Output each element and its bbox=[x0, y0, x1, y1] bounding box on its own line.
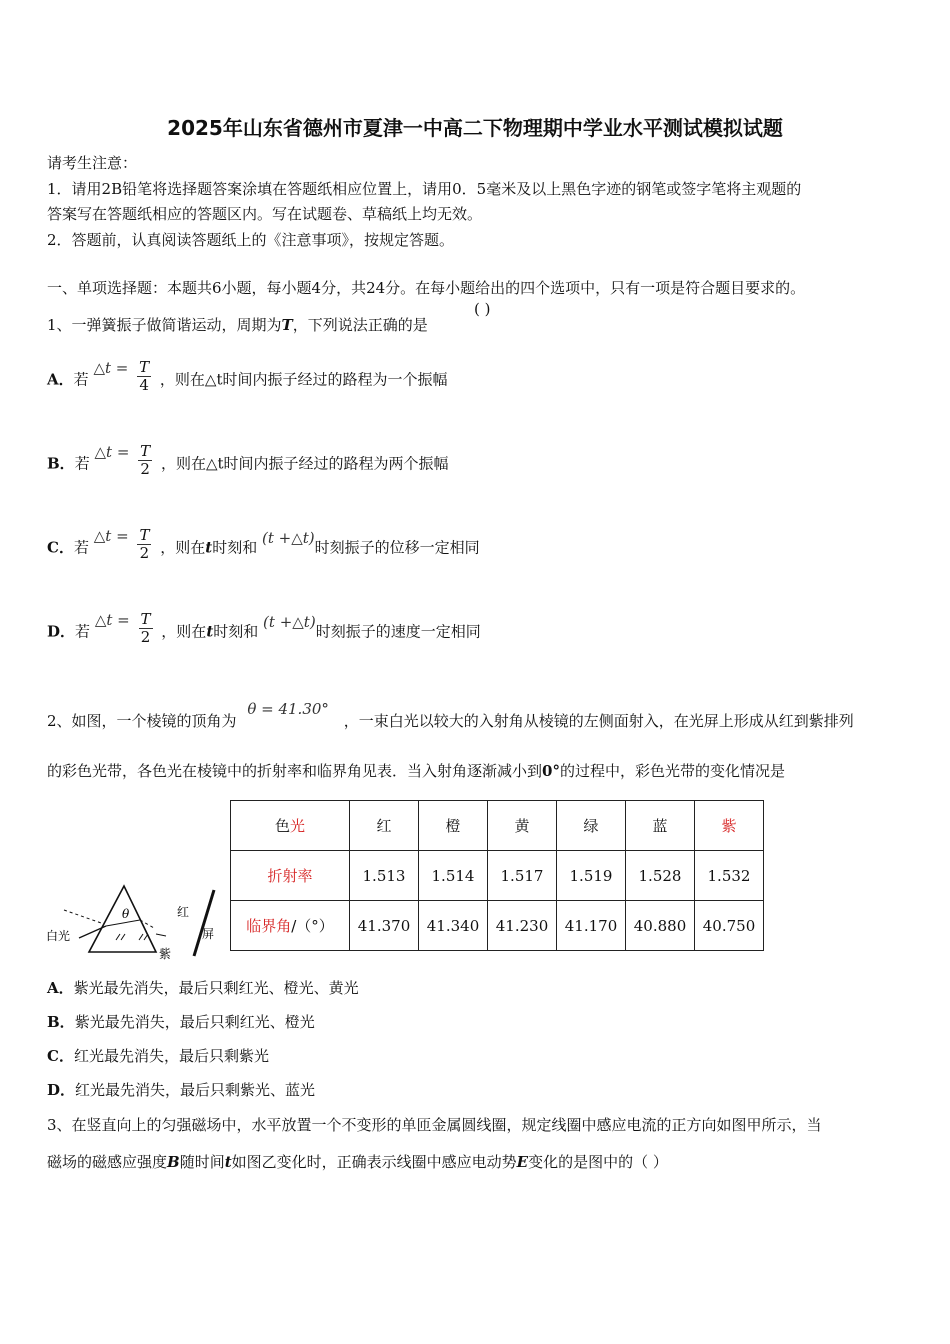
table-row-critical-angle bbox=[231, 901, 764, 951]
notice-item-2: 2．答题前，认真阅读答题纸上的《注意事项》，按规定答题。 bbox=[47, 231, 455, 249]
purple-label: 紫 bbox=[159, 947, 172, 960]
fraction: $\frac{T}{4}$ bbox=[139, 358, 150, 394]
table-cell: 1.519 bbox=[557, 851, 626, 901]
header-color: 橙 bbox=[419, 801, 488, 851]
table-cell: 1.528 bbox=[626, 851, 695, 901]
q2-stem-line1: 2、如图，一个棱镜的顶角为 θ = 41.30° ，一束白光以较大的入射角从棱镜的左侧面射入，在光屏上形成从红到紫排列 bbox=[47, 700, 854, 730]
q2-option-d: D．红光最先消失，最后只剩紫光、蓝光 bbox=[47, 1081, 316, 1099]
table-cell: 40.750 bbox=[695, 901, 764, 951]
table-header-row bbox=[231, 801, 764, 851]
screen-label: 屏 bbox=[202, 927, 215, 941]
refraction-table bbox=[230, 800, 764, 951]
table-cell: 40.880 bbox=[626, 901, 695, 951]
theta-label: θ bbox=[122, 907, 130, 921]
fraction: $\frac{T}{2}$ bbox=[139, 526, 150, 562]
header-color: 蓝 bbox=[626, 801, 695, 851]
table-cell: 41.170 bbox=[557, 901, 626, 951]
q3-stem-line1: 3、在竖直向上的匀强磁场中，水平放置一个不变形的单匝金属圆线圈，规定线圈中感应电流的正方向如图甲所示，当 bbox=[47, 1116, 822, 1134]
fraction: $\frac{T}{2}$ bbox=[140, 610, 151, 646]
row-label: 临界角/（°） bbox=[231, 901, 350, 951]
q2-option-a: A．紫光最先消失，最后只剩红光、橙光、黄光 bbox=[47, 979, 359, 997]
table-cell: 1.532 bbox=[695, 851, 764, 901]
fraction: $\frac{T}{2}$ bbox=[140, 442, 151, 478]
table-cell: 1.513 bbox=[350, 851, 419, 901]
header-color-light: 色光 bbox=[231, 801, 350, 851]
header-color: 黄 bbox=[488, 801, 557, 851]
notice-heading: 请考生注意： bbox=[47, 154, 138, 172]
table-cell: 1.514 bbox=[419, 851, 488, 901]
row-label: 折射率 bbox=[231, 851, 350, 901]
notice-item-1a: 1．请用2B铅笔将选择题答案涂填在答题纸相应位置上，请用0．5毫米及以上黑色字迹的钢笔或签字笔将主观题的 bbox=[47, 180, 802, 198]
table-cell: 1.517 bbox=[488, 851, 557, 901]
page-title: 2025年山东省德州市夏津一中高二下物理期中学业水平测试模拟试题 bbox=[167, 116, 783, 140]
q2-stem-line2: 的彩色光带，各色光在棱镜中的折射率和临界角见表．当入射角逐渐减小到0°的过程中，彩色光带的变化情况是 bbox=[47, 762, 785, 780]
q1-option-c: C．若 △t = $\frac{T}{2}$ ，则在t时刻和 (t +△t)时刻振子的位移一定相同 bbox=[47, 526, 480, 562]
q1-stem: 1、一弹簧振子做简谐运动，周期为T，下列说法正确的是 bbox=[47, 316, 428, 334]
q1-option-b: B．若 △t = $\frac{T}{2}$ ，则在△t时间内振子经过的路程为两个振幅 bbox=[47, 442, 449, 478]
header-color: 绿 bbox=[557, 801, 626, 851]
q1-option-d: D．若 △t = $\frac{T}{2}$ ，则在t时刻和 (t +△t)时刻振子的速度一定相同 bbox=[47, 610, 481, 646]
normal-line bbox=[64, 910, 104, 924]
q3-stem-line2: 磁场的磁感应强度B随时间t如图乙变化时，正确表示线圈中感应电动势E变化的是图中的（ ） bbox=[47, 1153, 668, 1171]
header-color: 紫 bbox=[695, 801, 764, 851]
q2-option-b: B．紫光最先消失，最后只剩红光、橙光 bbox=[47, 1013, 315, 1031]
exit-ray bbox=[156, 934, 166, 936]
white-light-label: 白光 bbox=[46, 929, 71, 943]
red-label: 红 bbox=[177, 905, 190, 919]
notice-item-1b: 答案写在答题纸相应的答题区内。写在试题卷、草稿纸上均无效。 bbox=[47, 205, 483, 223]
q2-option-c: C．红光最先消失，最后只剩紫光 bbox=[47, 1047, 269, 1065]
q1-answer-paren: ( ) bbox=[474, 300, 491, 318]
table-cell: 41.230 bbox=[488, 901, 557, 951]
header-color: 红 bbox=[350, 801, 419, 851]
section-heading: 一、单项选择题：本题共6小题，每小题4分，共24分。在每小题给出的四个选项中，只有一项是符合题目要求的。 bbox=[47, 279, 806, 297]
screen-line bbox=[194, 890, 214, 956]
prism-figure bbox=[44, 880, 219, 960]
q1-option-a: A．若 △t = $\frac{T}{4}$ ，则在△t时间内振子经过的路程为一个振幅 bbox=[47, 358, 448, 394]
table-cell: 41.370 bbox=[350, 901, 419, 951]
table-cell: 41.340 bbox=[419, 901, 488, 951]
incident-ray bbox=[79, 926, 106, 938]
table-row-refractive-index bbox=[231, 851, 764, 901]
